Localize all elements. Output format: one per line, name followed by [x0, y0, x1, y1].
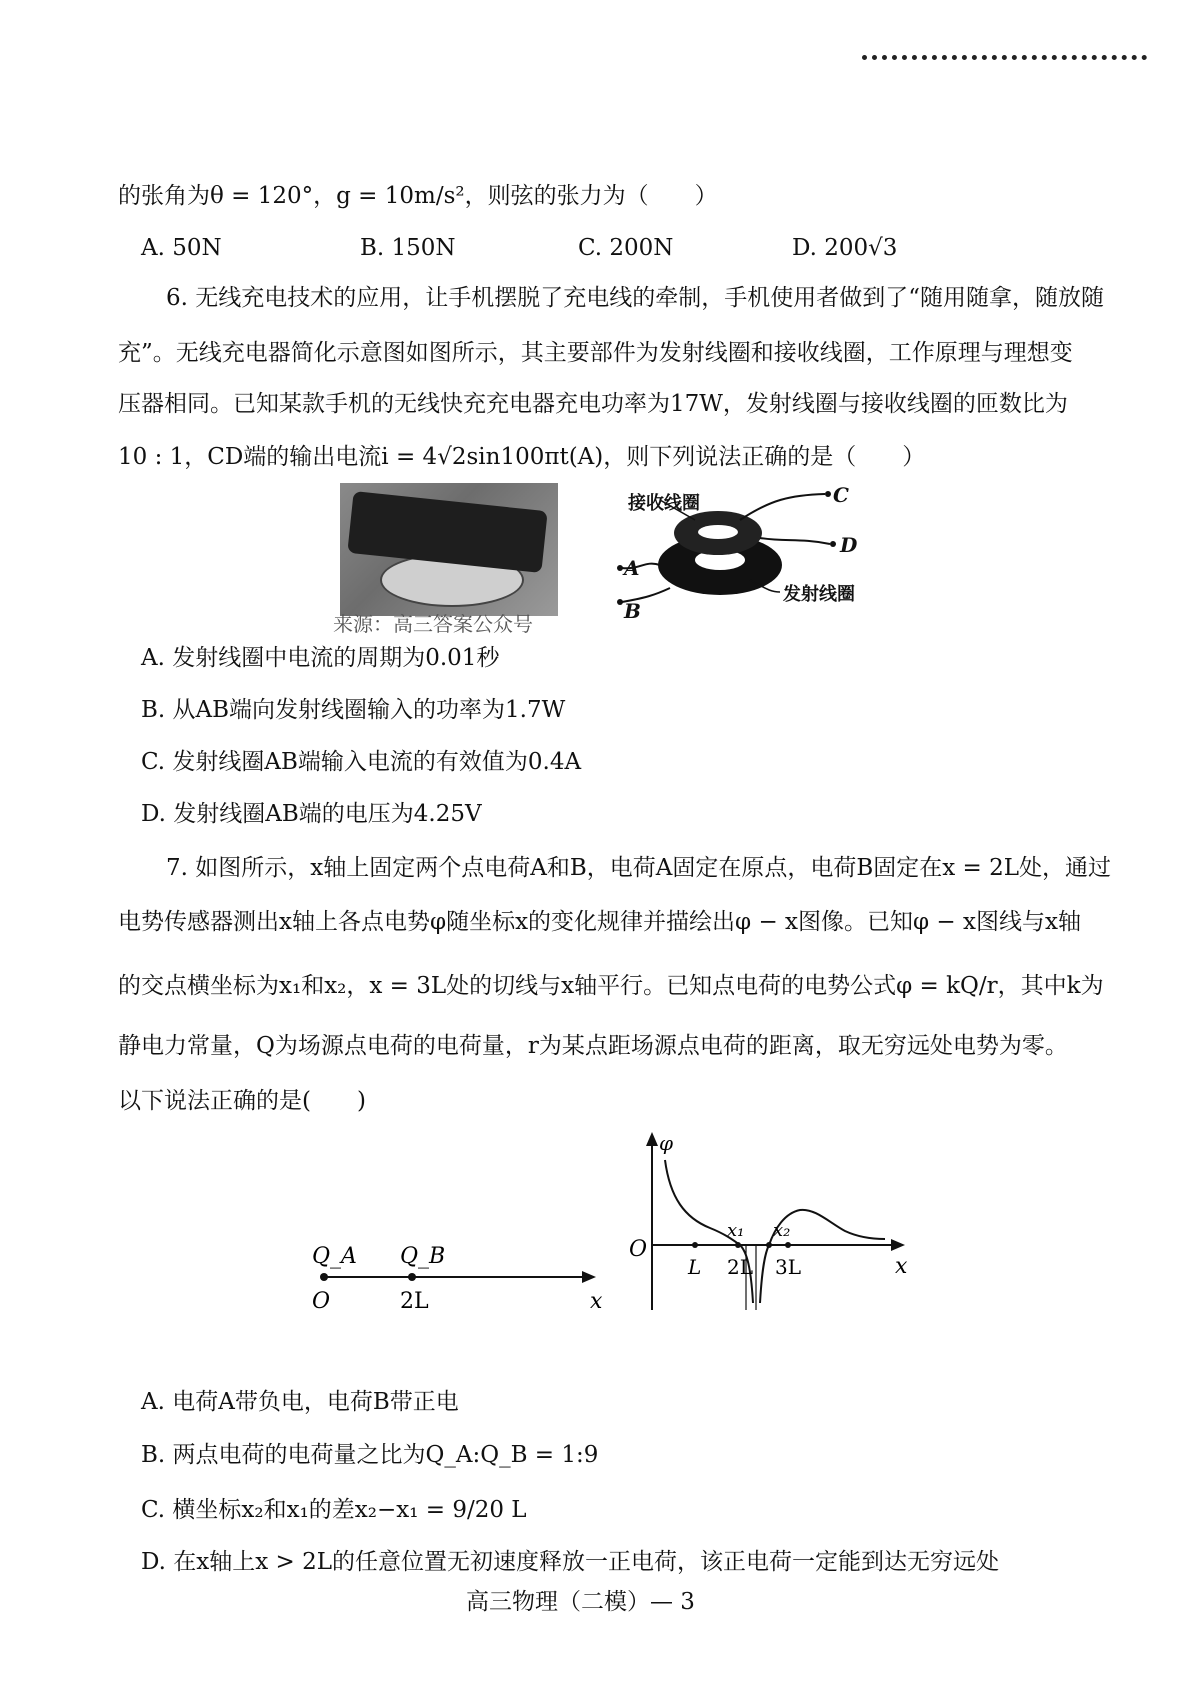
tick-l-dot [692, 1242, 698, 1248]
q6-line-1: 6. 无线充电技术的应用，让手机摆脱了充电线的牵制，手机使用者做到了“随用随拿，随放随 [166, 285, 1105, 311]
origin-label: O [312, 1289, 331, 1314]
watermark: 来源：高三答案公众号 [333, 612, 533, 636]
qb-label: Q_B [400, 1244, 446, 1269]
q6-option-d: D. 发射线圈AB端的电压为4.25V [141, 801, 482, 827]
tick-2l-label: 2L [727, 1255, 754, 1279]
terminal-c-label: C [833, 483, 849, 507]
x2-label: x₂ [773, 1220, 791, 1241]
charge-qb-dot [408, 1273, 416, 1281]
phi-x-graph [625, 1128, 915, 1318]
qa-label: Q_A [312, 1244, 357, 1269]
q6-option-b: B. 从AB端向发射线圈输入的功率为1.7W [141, 697, 566, 723]
q5-option-b: B. 150N [360, 235, 456, 261]
wire-c [740, 494, 825, 520]
receive-coil-label: 接收线圈 [628, 493, 700, 514]
tick-l-label: L [688, 1255, 702, 1279]
terminal-b-label: B [624, 599, 641, 623]
receive-coil-hole [698, 525, 738, 539]
q7-line-3: 的交点横坐标为x₁和x₂，x = 3L处的切线与x轴平行。已知点电荷的电势公式φ = kQ/r，其中k为 [118, 973, 1104, 999]
terminal-b-dot [617, 599, 623, 605]
q7-line-4: 静电力常量，Q为场源点电荷的电荷量，r为某点距场源点电荷的距离，取无穷远处电势为零。 [118, 1033, 1068, 1059]
q5-option-a: A. 50N [141, 235, 222, 261]
q6-line-2: 充”。无线充电器简化示意图如图所示，其主要部件为发射线圈和接收线圈，工作原理与理想变 [118, 340, 1073, 366]
terminal-d-dot [830, 541, 836, 547]
q6-option-a: A. 发射线圈中电流的周期为0.01秒 [141, 645, 500, 671]
charge-qa-dot [320, 1273, 328, 1281]
phi-axis-arrow [646, 1132, 658, 1146]
x1-label: x₁ [727, 1220, 745, 1241]
q7-line-2: 电势传感器测出x轴上各点电势φ随坐标x的变化规律并描绘出φ − x图像。已知φ − x图线与x轴 [118, 909, 1081, 935]
x1-dot [735, 1242, 741, 1248]
transmit-coil-label: 发射线圈 [783, 584, 855, 605]
q5-option-d: D. 200√3 [792, 235, 898, 261]
terminal-a-dot [617, 565, 623, 571]
q7-line-5: 以下说法正确的是( ) [118, 1088, 366, 1114]
wire-d [760, 538, 830, 544]
terminal-c-dot [825, 491, 831, 497]
tick-3l-dot [785, 1242, 791, 1248]
graph-origin-label: O [629, 1237, 648, 1262]
phone-shape [347, 491, 547, 573]
graph-x-label: x [895, 1254, 908, 1279]
charge-axis-arrow [582, 1271, 596, 1283]
tick-3l-label: 3L [775, 1255, 802, 1279]
q6-line-3: 压器相同。已知某款手机的无线快充充电器充电功率为17W，发射线圈与接收线圈的匝数比为 [118, 391, 1068, 417]
pos-2l-label: 2L [400, 1289, 429, 1314]
q7-option-b: B. 两点电荷的电荷量之比为Q_A:Q_B = 1:9 [141, 1442, 599, 1468]
q5-option-c: C. 200N [578, 235, 674, 261]
phi-label: φ [659, 1131, 674, 1155]
q7-option-d: D. 在x轴上x > 2L的任意位置无初速度释放一正电荷，该正电荷一定能到达无穷远处 [141, 1549, 999, 1575]
page-footer: 高三物理（二模）— 3 [466, 1589, 695, 1615]
q7-line-1: 7. 如图所示，x轴上固定两个点电荷A和B，电荷A固定在原点，电荷B固定在x = 2L处，通过 [166, 855, 1112, 881]
header-dotted-line [862, 55, 1147, 60]
q7-option-a: A. 电荷A带负电，电荷B带正电 [141, 1389, 459, 1415]
q5-line: 的张角为θ = 120°，g = 10m/s²，则弦的张力为（ ） [118, 183, 718, 209]
terminal-d-label: D [840, 533, 858, 557]
x2-dot [766, 1242, 772, 1248]
x-axis-arrow [891, 1239, 905, 1251]
q7-option-c: C. 横坐标x₂和x₁的差x₂−x₁ = 9/20 L [141, 1497, 527, 1523]
q6-line-4: 10 : 1，CD端的输出电流i = 4√2sin100πt(A)，则下列说法正确的是（ ） [118, 444, 926, 470]
wireless-charger-photo [340, 483, 558, 616]
axis-x-label: x [590, 1289, 603, 1314]
charge-axis-figure [300, 1235, 620, 1325]
terminal-a-label: A [624, 556, 640, 580]
q6-option-c: C. 发射线圈AB端输入电流的有效值为0.4A [141, 749, 582, 775]
